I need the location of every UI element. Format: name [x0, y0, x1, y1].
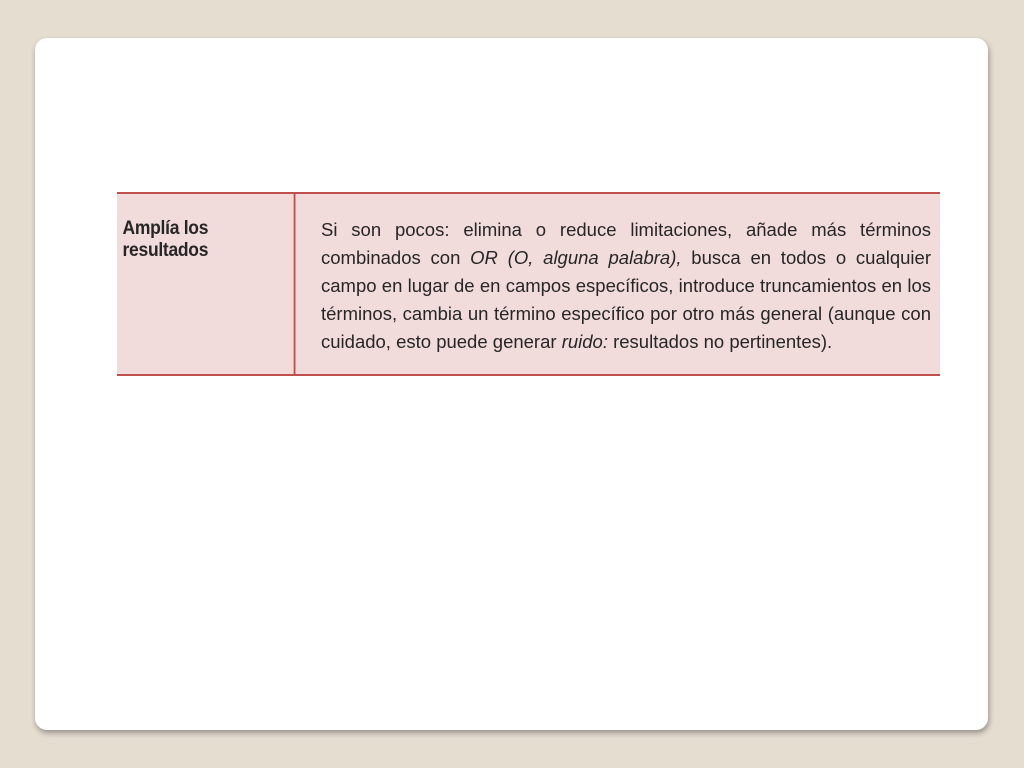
- description-text-2: busca en todos o cualquier campo en lugar de en campos específicos, introduce truncamientos en los términos, cambia un término específico por otro más general (aunque con cuidado, esto puede generar: [321, 247, 931, 352]
- description-text-1: Si son pocos: elimina o reduce limitaciones, añade más términos combinados con: [321, 219, 931, 268]
- description-italic-ruido: ruido:: [561, 331, 608, 352]
- description-italic-or: OR (O, alguna palabra),: [470, 247, 682, 268]
- row-label-cell: Amplía los resultados: [117, 194, 295, 374]
- results-table: [117, 192, 940, 376]
- slide: [35, 38, 988, 730]
- row-description-cell: [311, 194, 940, 374]
- description-text-3: resultados no pertinentes).: [607, 331, 833, 352]
